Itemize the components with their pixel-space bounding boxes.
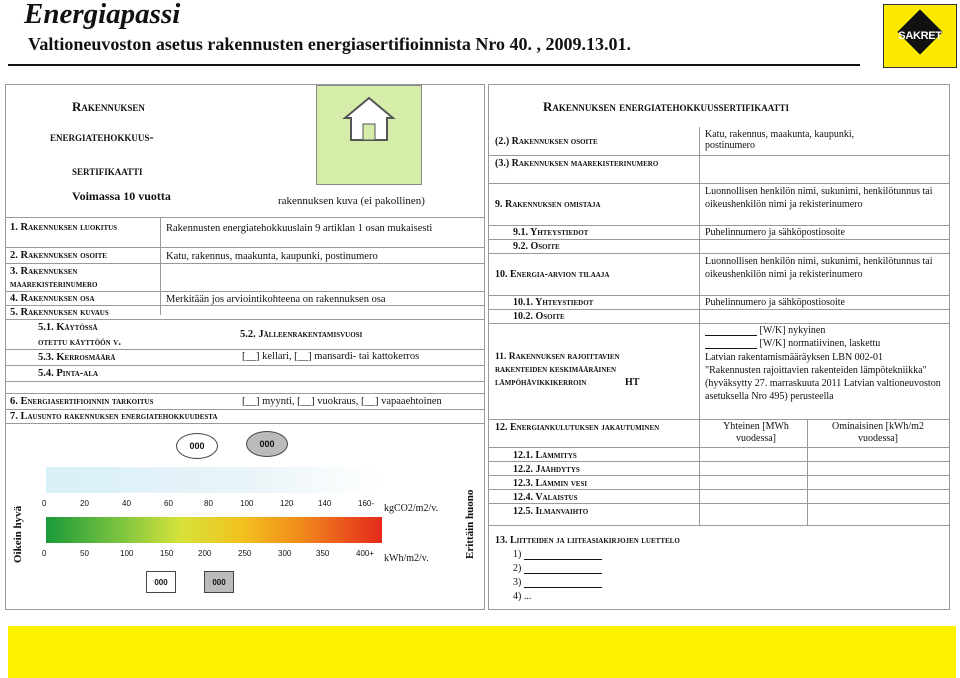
r12-3-label: 12.3. Lämmin vesi [513, 478, 588, 489]
r2-value: Katu, rakennus, maakunta, kaupunki, postinumero [705, 129, 855, 151]
r11-value-2 [705, 338, 880, 349]
row-4-label: 4. Rakennuksen osa [10, 293, 95, 304]
document-subtitle: Valtioneuvoston asetus rakennusten energiasertifioinnista Nro 40. , 2009.13.01. [28, 34, 632, 54]
row-1-value: Rakennusten energiatehokkuuslain 9 artiklan 1 osan mukaisesti [166, 223, 433, 234]
r13-item-2 [513, 563, 602, 574]
row-5-1b-label: otettu käyttöön v. [38, 337, 121, 348]
r12-4-label: 12.4. Valaistus [513, 492, 578, 503]
sakret-logo [883, 4, 957, 68]
r10-2-label: 10.2. Osoite [513, 311, 565, 322]
right-certificate-panel [488, 84, 950, 610]
energy-tick-0: 0 [42, 549, 47, 558]
energy-tick-6: 300 [278, 549, 292, 558]
co2-tick-5: 100 [240, 499, 254, 508]
r9-1-label: 9.1. Yhteystiedot [513, 227, 589, 238]
r13-item-1 [513, 549, 602, 560]
energy-tick-7: 350 [316, 549, 330, 558]
co2-tick-0: 0 [42, 499, 47, 508]
co2-tick-6: 120 [280, 499, 294, 508]
r2-label: (2.) Rakennuksen osoite [495, 136, 598, 147]
scale-best-label: Oikein hyvä [12, 505, 24, 563]
r10-value: Luonnollisen henkilön nimi, sukunimi, henkilötunnus tai oikeushenkilön nimi ja rekisterinumero [705, 256, 933, 280]
r12-5-label: 12.5. Ilmanvaihto [513, 506, 589, 517]
r11-value-3: Latvian rakentamismääräyksen LBN 002-01 "Rakennusten rajoittavien rakenteiden lämpötekniikka" (hyväksytty 27. marraskuuta 2011 Latvian valtioneuvoston asetuksella Nro 495) perusteella [705, 352, 941, 402]
co2-unit: kgCO2/m2/v. [384, 503, 439, 514]
row-5-label: 5. Rakennuksen kuvaus [10, 307, 109, 318]
energy-tick-5: 250 [238, 549, 252, 558]
energy-scale-labels [42, 549, 382, 559]
row-5-3-label: 5.3. Kerrosmäärä [38, 352, 116, 363]
co2-tick-4: 80 [204, 499, 213, 508]
r10-label: 10. Energia-arvion tilaaja [495, 269, 610, 280]
r12-label: 12. Energiankulutuksen jakautuminen [495, 422, 660, 433]
r3-label: (3.) Rakennuksen maarekisterinumero [495, 158, 659, 169]
r13-item-4: 4) ... [513, 591, 532, 602]
r13-item-2-text: 2) [513, 563, 522, 574]
r9-1-value: Puhelinnumero ja sähköpostiosoite [705, 227, 845, 238]
current-house-marker: 000 [146, 571, 176, 593]
co2-scale-labels [42, 499, 382, 509]
validity-text: Voimassa 10 vuotta [72, 189, 171, 203]
energy-tick-1: 50 [80, 549, 89, 558]
energy-tick-8: 400+ [356, 549, 375, 558]
r9-label: 9. Rakennuksen omistaja [495, 199, 601, 210]
r11-symbol: HT [625, 377, 640, 388]
r13-label: 13. Liitteiden ja liiteasiakirjojen luettelo [495, 535, 680, 546]
row-7-label: 7. Lausunto rakennuksen energiatehokkuudesta [10, 411, 218, 422]
r12-col-2: Ominaisinen [kWh/m2 vuodessa] [832, 421, 924, 444]
logo-text: SAKRET [898, 30, 942, 42]
reference-house-marker: 000 [204, 571, 234, 593]
co2-scale-bar [46, 467, 382, 493]
row-4-value: Merkitään jos arviointikohteena on rakennuksen osa [166, 294, 386, 305]
r10-1-value: Puhelinnumero ja sähköpostiosoite [705, 297, 845, 308]
current-value-bubble: 000 [176, 433, 218, 459]
r9-2-label: 9.2. Osoite [513, 241, 560, 252]
energy-scale-bar [46, 517, 382, 543]
left-title-line3: sertifikaatti [72, 163, 143, 178]
row-5-2-label: 5.2. Jälleenrakentamisvuosi [240, 329, 363, 340]
r9-value: Luonnollisen henkilön nimi, sukunimi, henkilötunnus tai oikeushenkilön nimi ja rekisterinumero [705, 186, 933, 210]
energy-tick-2: 100 [120, 549, 134, 558]
r12-2-label: 12.2. Jäähdytys [513, 464, 580, 475]
co2-tick-1: 20 [80, 499, 89, 508]
energy-unit: kWh/m2/v. [384, 553, 429, 564]
left-title-line2: energiatehokkuus- [50, 129, 154, 144]
r11-value-1 [705, 325, 825, 336]
house-icon [339, 94, 399, 144]
co2-tick-7: 140 [318, 499, 332, 508]
row-1-label: 1. Rakennuksen luokitus [10, 222, 118, 233]
r12-col-1: Yhteinen [MWh vuodessa] [723, 421, 789, 444]
r11-value-1-text: [W/K] nykyinen [759, 325, 826, 336]
r10-1-label: 10.1. Yhteystiedot [513, 297, 594, 308]
energy-tick-4: 200 [198, 549, 212, 558]
r11-value-2-text: [W/K] normatiivinen, laskettu [759, 338, 881, 349]
row-3-label: 3. Rakennuksen maarekisterinumero [10, 266, 98, 290]
building-photo-placeholder [316, 85, 422, 185]
right-title: Rakennuksen energiatehokkuussertifikaatti [543, 99, 790, 114]
left-title-line1: Rakennuksen [72, 99, 145, 114]
row-6-label: 6. Energiasertifioinnin tarkoitus [10, 396, 154, 407]
reference-value-bubble: 000 [246, 431, 288, 457]
footer-bar [8, 626, 956, 678]
title-divider [8, 64, 860, 66]
r13-item-3-text: 3) [513, 577, 522, 588]
co2-tick-2: 40 [122, 499, 131, 508]
row-5-4-label: 5.4. Pinta-ala [38, 368, 99, 379]
r13-item-1-text: 1) [513, 549, 522, 560]
energy-tick-3: 150 [160, 549, 174, 558]
row-6-value: [__] myynti, [__] vuokraus, [__] vapaaehtoinen [242, 396, 442, 407]
row-2-label: 2. Rakennuksen osoite [10, 250, 107, 261]
scale-worst-label: Erittäin huono [464, 489, 476, 559]
r11-label: 11. Rakennuksen rajoittavien rakenteiden keskimääräinen lämpöhävikkikerroin [495, 352, 620, 388]
r12-1-label: 12.1. Lämmitys [513, 450, 577, 461]
co2-tick-8: 160- [358, 499, 375, 508]
row-2-value: Katu, rakennus, maakunta, kaupunki, postinumero [166, 251, 378, 262]
row-5-3-value: [__] kellari, [__] mansardi- tai kattokerros [242, 351, 420, 362]
left-certificate-panel [5, 84, 485, 610]
r13-item-3 [513, 577, 602, 588]
co2-tick-3: 60 [164, 499, 173, 508]
row-5-1-label: 5.1. Käytössä [38, 322, 98, 333]
photo-caption: rakennuksen kuva (ei pakollinen) [278, 195, 425, 207]
document-title: Energiapassi [24, 0, 181, 30]
